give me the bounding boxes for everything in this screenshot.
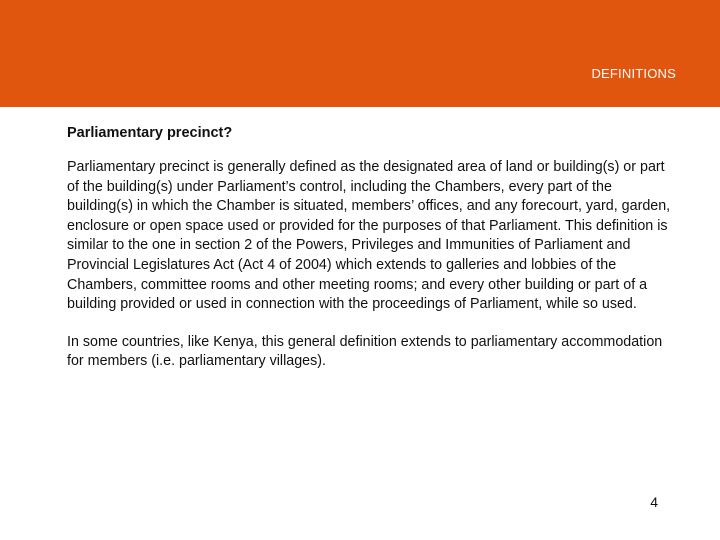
page-number: 4: [650, 494, 658, 510]
slide-content: [67, 124, 679, 390]
header-band: [0, 0, 720, 107]
kenya-paragraph: In some countries, like Kenya, this general definition extends to parliamentary accommodation for members (i.e. parliamentary villages).: [67, 333, 663, 370]
definition-paragraph: Parliamentary precinct is generally defined as the designated area of land or building(s) or part of the building(s) under Parliament’s control, including the Chambers, every part of the building(s) in which the Chamber is situated, members’ offices, and any forecourt, yard, garden, enclosure or open space used or provided for the purposes of that Parliament. This definition is similar to the one in section 2 of the Powers, Privileges and Immunities of Parliament and Provincial Legislatures Act (Act 4 of 2004) which extends to galleries and lobbies of the Chambers, committee rooms and other meeting rooms; and every other building or part of a building provided or used in connection with the proceedings of Parliament, while so used.: [67, 159, 671, 313]
slide-title: DEFINITIONS: [591, 66, 676, 81]
section-heading: Parliamentary precinct?: [67, 125, 233, 141]
